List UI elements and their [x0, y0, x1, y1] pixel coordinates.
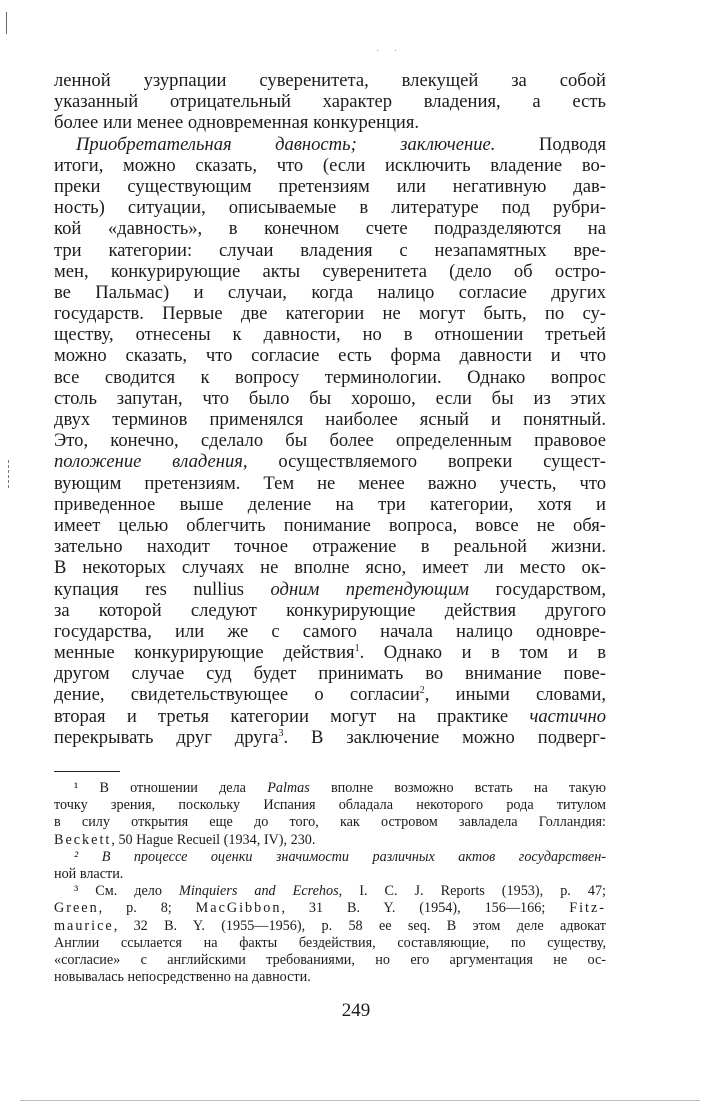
footnote-divider: [54, 771, 120, 772]
text-line: приведенное выше деление на три категории, хотя и: [54, 493, 606, 515]
text-fragment: ³ См. дело: [74, 883, 162, 900]
footnote-marker: 2: [419, 685, 425, 697]
text-fragment: вторая и третья категории могут на практике: [54, 705, 509, 727]
footnote-line: [54, 780, 606, 797]
text-fragment: , 31 B. Y. (1954), 156—166;: [281, 900, 546, 917]
scan-edge-mark: [6, 12, 7, 34]
text-line: [54, 642, 606, 663]
text-line: преки существующим претензиям или негативную дав-: [54, 175, 606, 197]
footnote-line: [54, 832, 606, 849]
text-line: государств. Первые две категории не могут быть, по су-: [54, 303, 606, 325]
author-name: MacGibbon: [195, 900, 282, 917]
footnote-line: [54, 883, 606, 900]
text-line: имеет целью облегчить понимание вопроса, вовсе не обя-: [54, 514, 606, 536]
footnote-line: ной власти.: [54, 865, 124, 882]
footnote-line: [54, 900, 606, 917]
text-line: столь запутан, что было бы хорошо, если бы из этих: [54, 387, 606, 409]
author-name: Green: [54, 900, 99, 917]
text-line: государства, или же с самого начала налицо одновре-: [54, 620, 606, 642]
text-fragment: осуществляемого вопреки сущест-: [278, 451, 606, 473]
footnote-line: [54, 849, 606, 866]
text-fragment: , 32 B. Y. (1955—1956), p. 58 ee seq. В этом деле адвокат: [113, 917, 606, 934]
text-fragment: , p. 8;: [98, 900, 172, 917]
text-line: [54, 706, 606, 727]
author-name: maurice: [54, 917, 114, 934]
text-fragment: , иными словами,: [424, 684, 606, 706]
text-fragment: ² В процессе оценки значимости различных актов государствен-: [74, 848, 606, 865]
footnote-line: в силу открытия еще до того, как островом завладела Голландия:: [54, 814, 606, 831]
footnote-marker: 3: [278, 727, 284, 739]
text-line: все сводится к вопросу терминологии. Однако вопрос: [54, 366, 606, 388]
text-fragment: купация res nullius: [54, 578, 244, 600]
italic-fragment: Palmas: [267, 780, 310, 796]
italic-fragment: Minquiers and Ecrehos,: [179, 883, 343, 900]
text-line: за которой следуют конкурирующие действия другого: [54, 599, 606, 621]
text-line: другом случае суд будет принимать во внимание пове-: [54, 663, 606, 685]
main-text: [54, 70, 606, 748]
text-line: ность) ситуации, описываемые в литературе под рубри-: [54, 197, 606, 219]
text-line: ществу, отнесены к давности, но в отношении третьей: [54, 324, 606, 346]
text-line: более или менее одновременная конкуренция.: [54, 112, 420, 134]
text-line: указанный отрицательный характер владения, а есть: [54, 91, 606, 113]
footnote-line: [54, 918, 606, 935]
footnotes: [54, 780, 606, 986]
footnote-line: новывалась непосредственно на давности.: [54, 969, 311, 986]
text-line: Это, конечно, сделало бы более определенным правовое: [54, 430, 606, 452]
italic-fragment: одним претендующим: [270, 578, 470, 600]
text-fragment: государством,: [495, 578, 606, 600]
page-number: 249: [341, 1000, 371, 1021]
text-line: кой «давность», в конечном счете подразделяются на: [54, 218, 606, 240]
text-fragment: перекрывать друг друга: [54, 726, 279, 748]
text-fragment: , 50 Hague Recueil (1934, IV), 230.: [111, 831, 316, 848]
author-name: Fitz-: [569, 900, 606, 917]
text-line: можно сказать, что согласие есть форма давности и что: [54, 345, 606, 367]
text-line: зательно находит точное отражение в реальной жизни.: [54, 536, 606, 558]
scan-dust: · ·: [376, 46, 404, 57]
text-fragment: менные конкурирующие действия: [54, 642, 355, 664]
text-line: вующим претензиям. Тем не менее важно учесть, что: [54, 472, 606, 494]
text-line: мен, конкурирующие акты суверенитета (дело об остро-: [54, 260, 606, 282]
text-line: ленной узурпации суверенитета, влекущей за собой: [54, 70, 606, 91]
text-fragment: . Однако и в том и в: [359, 642, 607, 664]
text-fragment: ¹ В отношении дела: [74, 780, 246, 796]
text-line: [54, 727, 606, 748]
text-fragment: вполне возможно встать на такую: [330, 780, 607, 796]
text-fragment: дение, свидетельствующее о согласии: [54, 684, 420, 706]
footnote-line: Англии ссылается на факты бездействия, составляющие, по существу,: [54, 934, 606, 951]
text-line: [54, 579, 606, 600]
text-line: три категории: случаи владения с незапамятных вре-: [54, 239, 606, 261]
text-line: двух терминов применялся наиболее ясный и понятный.: [54, 409, 606, 430]
text-fragment: I. C. J. Reports (1953), p. 47;: [359, 883, 606, 900]
text-line: [54, 684, 606, 705]
text-fragment: . В заключение можно подверг-: [283, 726, 606, 748]
footnote-marker: 1: [354, 642, 360, 654]
author-name: Beckett: [54, 831, 112, 848]
text-line: [54, 451, 606, 472]
footnote-line: «согласие» с английскими требованиями, но его аргументация не ос-: [54, 951, 606, 968]
text-fragment: Подводя: [538, 133, 606, 155]
section-heading: Приобретательная давность; заключение.: [76, 133, 496, 155]
footnote-line: точку зрения, поскольку Испания обладала некоторого рода титулом: [54, 797, 606, 814]
scan-bottom-edge: [20, 1100, 700, 1101]
italic-fragment: положение владения,: [54, 451, 248, 473]
text-line: итоги, можно сказать, что (если исключить владение во-: [54, 154, 606, 176]
margin-pencil-mark: [8, 460, 10, 488]
text-line: ве Пальмас) и случаи, когда налицо согласие других: [54, 281, 606, 303]
text-line: [54, 134, 606, 155]
italic-fragment: частично: [529, 705, 607, 727]
text-line: В некоторых случаях не вполне ясно, имеет ли место ок-: [54, 557, 606, 579]
